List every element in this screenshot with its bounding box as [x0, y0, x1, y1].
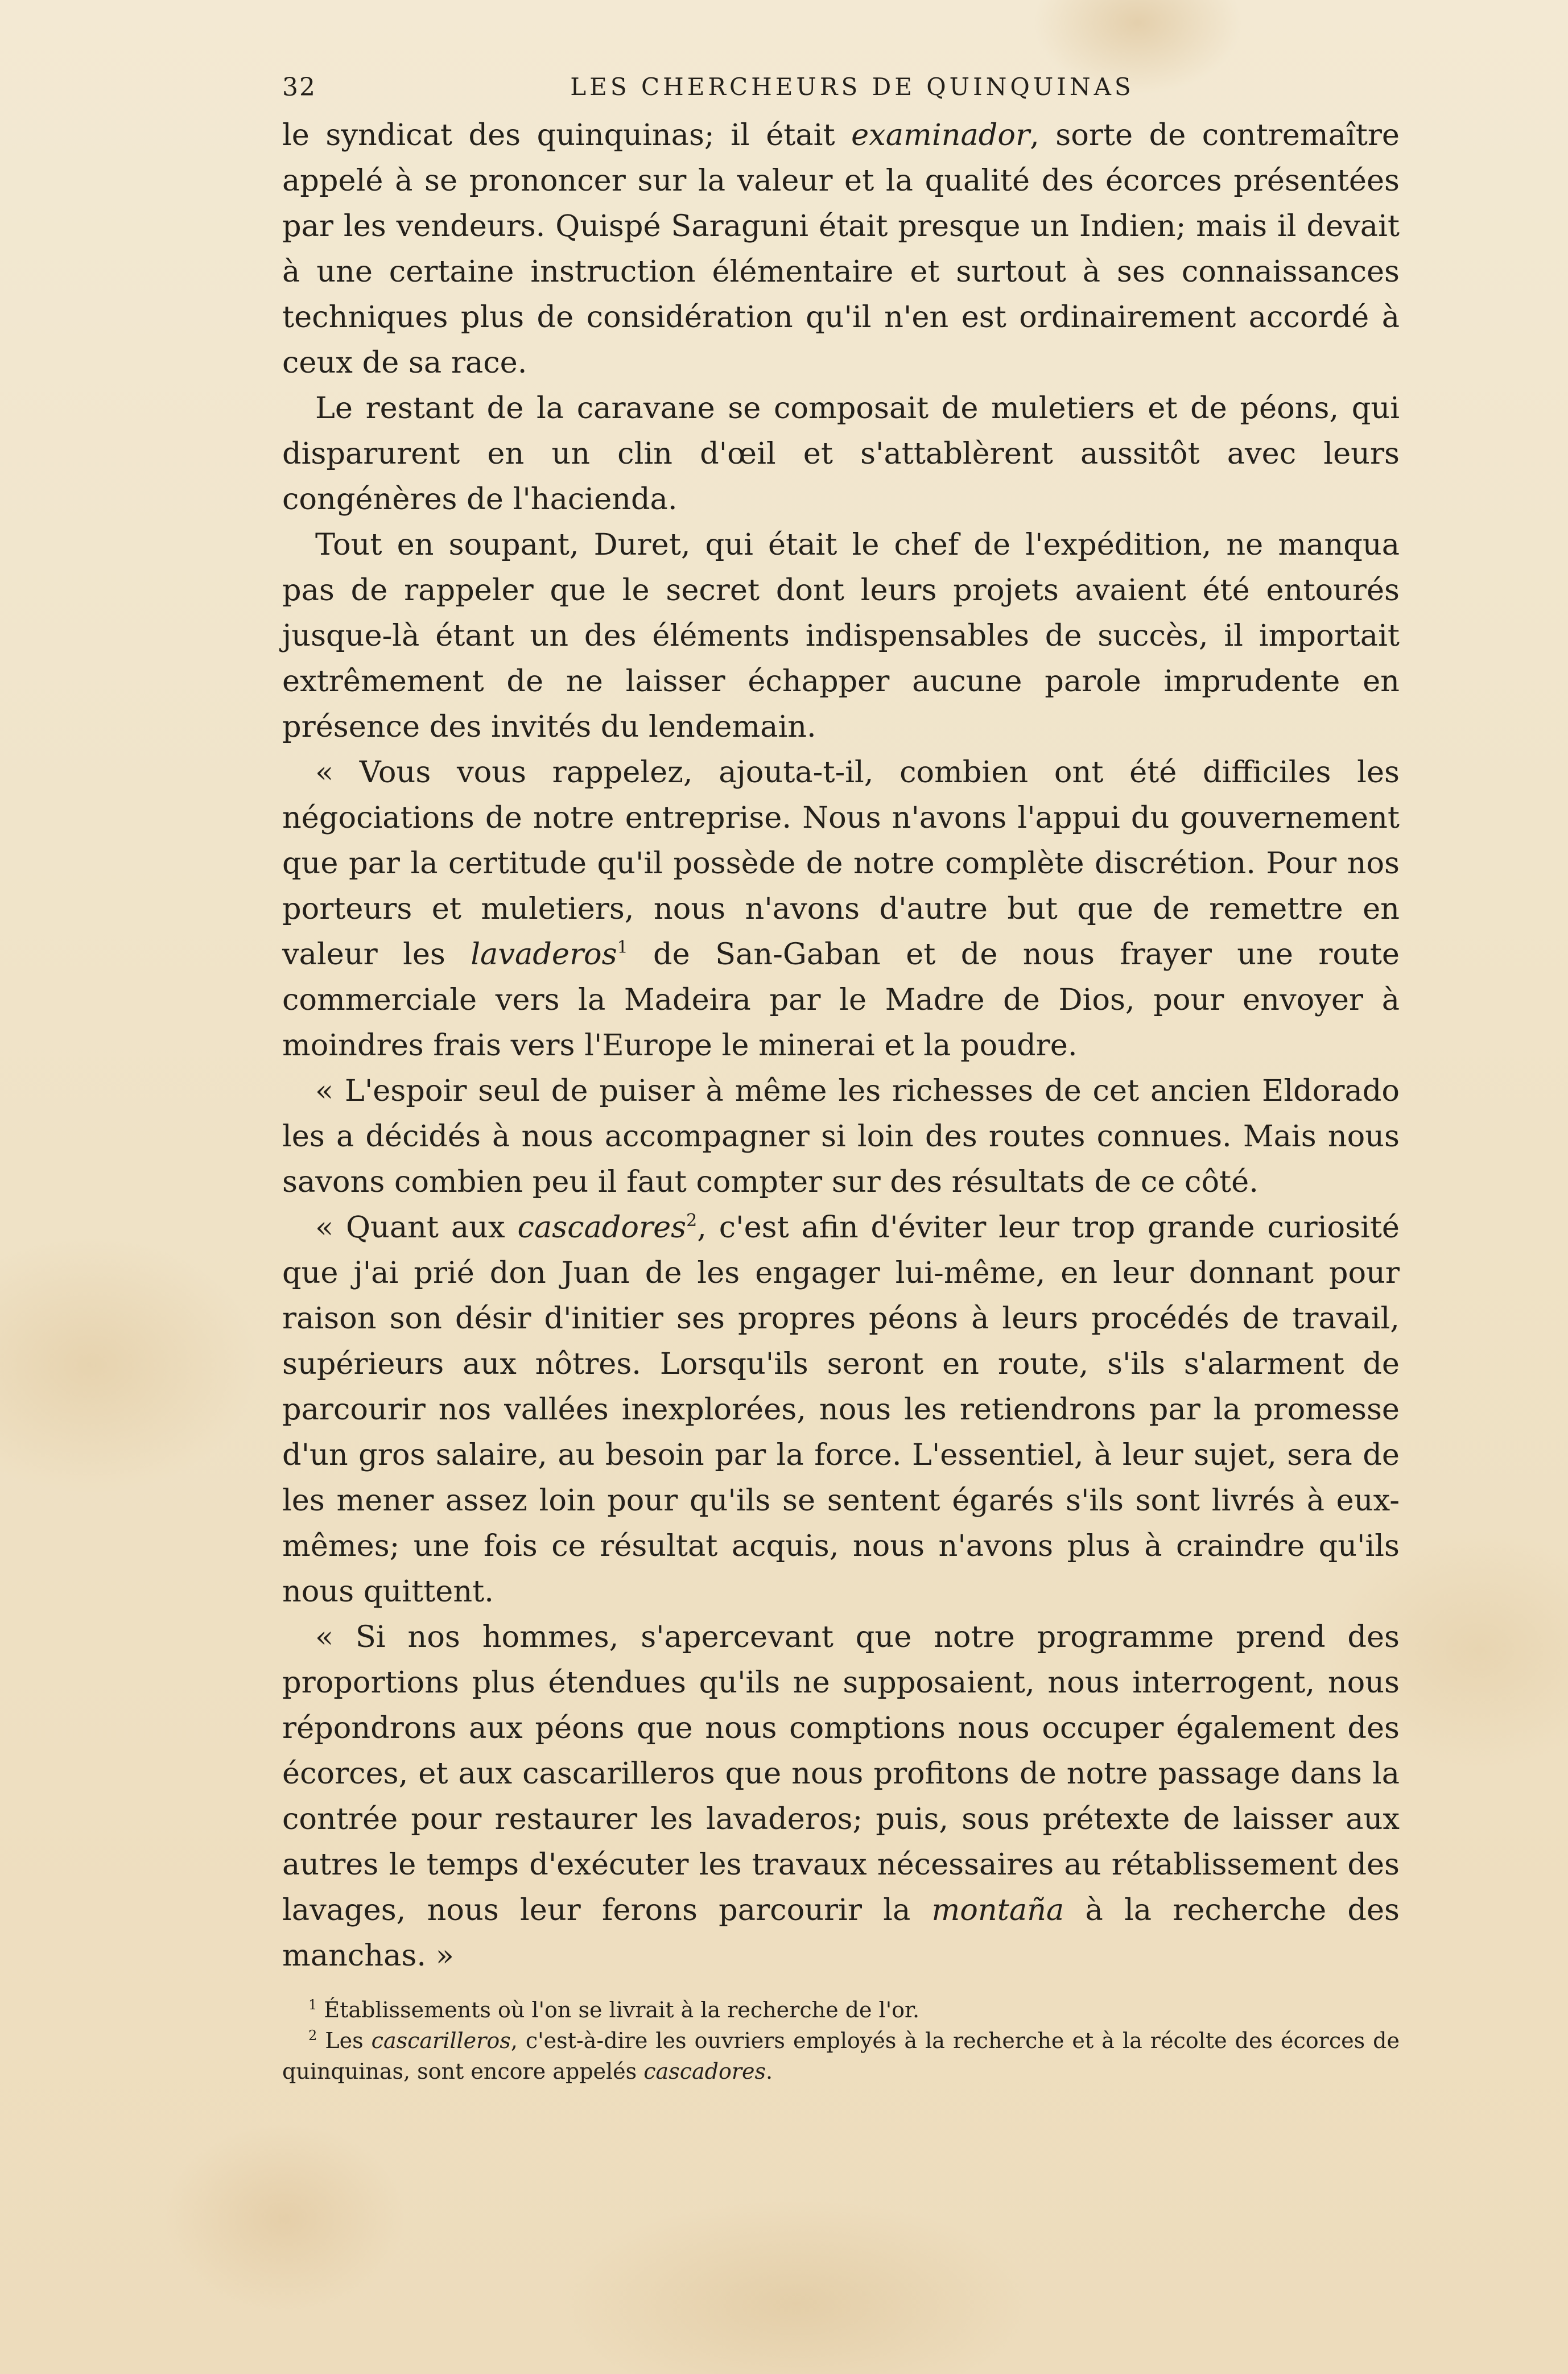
- footnote-ref: 1: [617, 938, 628, 957]
- paragraph: « Si nos hommes, s'apercevant que notre programme prend des proportions plus étendues qu'ils ne supposaient, nous interrogent, nous répondrons aux péons que nous comptions nous occuper également des écorces, et aux cascarilleros que nous profitons de notre passage dans la contrée pour restaurer les lavaderos; puis, sous prétexte de laisser aux autres le temps d'exécuter les travaux nécessaires au rétablissement des lavages, nous leur ferons parcourir la montaña à la recherche des manchas. »: [282, 1620, 1400, 1973]
- footnote: $^1$ Établissements où l'on se livrait à la recherche de l'or.: [308, 1997, 920, 2022]
- italic-term: montaña: [931, 1893, 1064, 1927]
- paragraph: Le restant de la caravane se composait de muletiers et de péons, qui disparurent en un clin d'œil et s'attablèrent aussitôt avec leurs congénères de l'hacienda.: [282, 391, 1400, 517]
- book-page: [282, 67, 1400, 2087]
- paragraph: le syndicat des quinquinas; il était examinador, sorte de contremaître appelé à se prononcer sur la valeur et la qualité des écorces présentées par les vendeurs. Quispé Saraguni était presque un Indien; mais il devait à une certaine instruction élémentaire et surtout à ses connaissances techniques plus de considération qu'il n'en est ordinairement accordé à ceux de sa race.: [282, 118, 1400, 380]
- paragraph: « Quant aux cascadores$^2$, c'est afin d'éviter leur trop grande curiosité que j'ai prié don Juan de les engager lui-même, en leur donnant pour raison son désir d'initier ses propres péons à leurs procédés de travail, supérieurs aux nôtres. Lorsqu'ils seront en route, s'ils s'alarment de parcourir nos vallées inexplorées, nous les retiendrons par la promesse d'un gros salaire, au besoin par la force. L'essentiel, à leur sujet, sera de les mener assez loin pour qu'ils se sentent égarés s'ils sont livrés à eux-mêmes; une fois ce résultat acquis, nous n'avons plus à craindre qu'ils nous quittent.: [282, 1210, 1400, 1609]
- italic-term: cascadores: [517, 1210, 687, 1245]
- italic-term: lavaderos: [471, 937, 617, 972]
- footnotes: [282, 1995, 1400, 2087]
- page-number: 32: [282, 73, 316, 102]
- body-text: [282, 113, 1400, 1979]
- footnote-ref: 2: [686, 1211, 698, 1231]
- italic-term: examinador: [851, 118, 1030, 152]
- running-head: LES CHERCHEURS DE QUINQUINAS: [570, 73, 1134, 101]
- italic-term: cascarilleros: [371, 2028, 511, 2053]
- footnote: $^2$ Les cascarilleros, c'est-à-dire les ouvriers employés à la recherche et à la récolte des écorces de quinquinas, sont encore appelés cascadores.: [282, 2028, 1400, 2084]
- page-header: [282, 67, 1400, 113]
- footnote-mark: 2: [308, 2028, 317, 2043]
- footnote-mark: 1: [308, 1997, 317, 2013]
- paragraph: « Vous vous rappelez, ajouta-t-il, combien ont été difficiles les négociations de notre entreprise. Nous n'avons l'appui du gouvernement que par la certitude qu'il possède de notre complète discrétion. Pour nos porteurs et muletiers, nous n'avons d'autre but que de remettre en valeur les lavaderos$^1$ de San-Gaban et de nous frayer une route commerciale vers la Madeira par le Madre de Dios, pour envoyer à moindres frais vers l'Europe le minerai et la poudre.: [282, 755, 1400, 1063]
- italic-term: cascadores: [643, 2059, 766, 2084]
- paragraph: « L'espoir seul de puiser à même les richesses de cet ancien Eldorado les a décidés à nous accompagner si loin des routes connues. Mais nous savons combien peu il faut compter sur des résultats de ce côté.: [282, 1074, 1400, 1199]
- paragraph: Tout en soupant, Duret, qui était le chef de l'expédition, ne manqua pas de rappeler que le secret dont leurs projets avaient été entourés jusque-là étant un des éléments indispensables de succès, il importait extrêmement de ne laisser échapper aucune parole imprudente en présence des invités du lendemain.: [282, 527, 1400, 744]
